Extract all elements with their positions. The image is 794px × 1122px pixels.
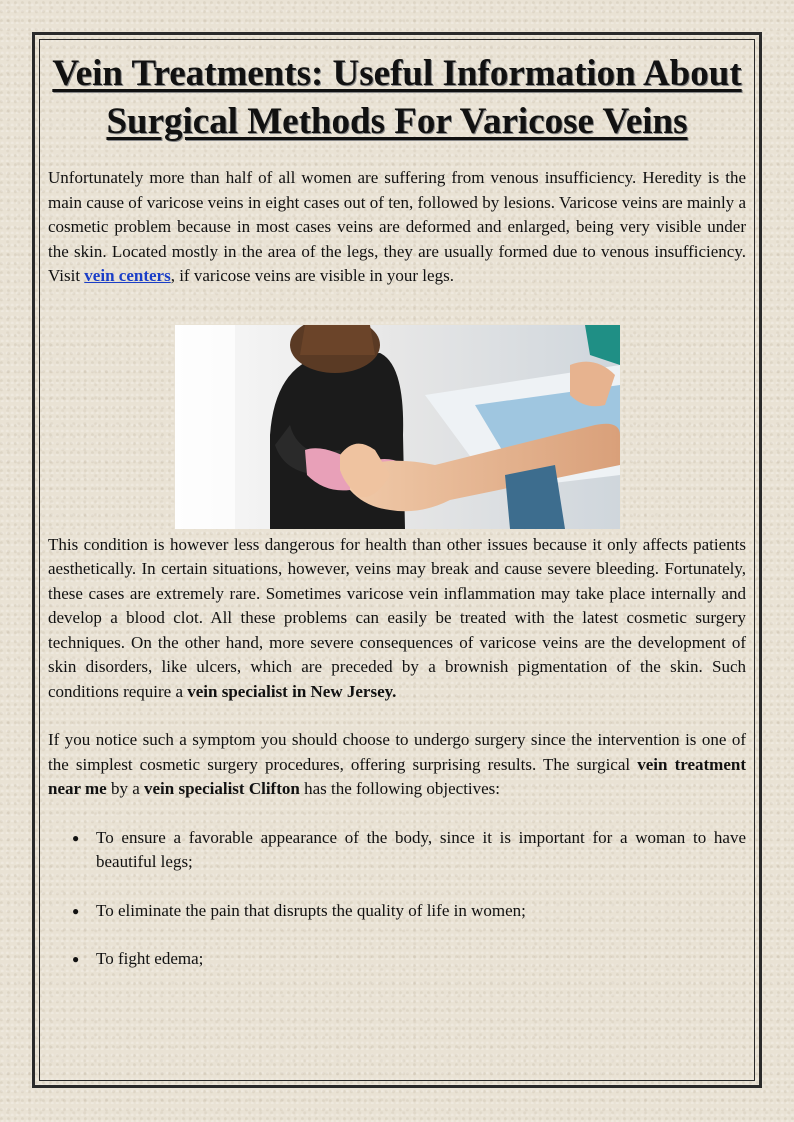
paragraph-intro xyxy=(48,166,746,289)
vein-centers-link[interactable]: vein centers xyxy=(84,266,171,285)
paragraph-surgery xyxy=(48,728,746,802)
vein-specialist-nj-bold: vein specialist in New Jersey. xyxy=(187,681,397,701)
paragraph-surgery-text-1: If you notice such a symptom you should choose to undergo surgery since the intervention is one of the simplest cosmetic surgery procedures, offering surprising results. The surgical xyxy=(48,730,746,774)
paragraph-surgery-text-3: has the following objectives: xyxy=(299,779,501,798)
paragraph-intro-text: Unfortunately more than half of all women are suffering from venous insufficiency. Heredity is the main cause of varicose veins in eight cases out of ten, followed by lesions. Varicose veins are mainly a cosmetic problem because in most cases veins are deformed and enlarged, being very visible under the skin. Located mostly in the area of the legs, they are usually formed due to venous insufficiency. Visit xyxy=(48,168,746,285)
list-item: ● To fight edema; xyxy=(48,947,746,972)
paragraph-condition-text: This condition is however less dangerous for health than other issues because it only affects patients aesthetically. In certain situations, however, veins may break and cause severe bleeding. Fortunately, these cases are extremely rare. Sometimes varicose vein inflammation may take place internally and develop a blood clot. All these problems can easily be treated with the latest cosmetic surgery techniques. On the other hand, more severe consequences of varicose veins are the development of skin disorders, like ulcers, which are preceded by a brownish pigmentation of the skin. Such conditions require a xyxy=(48,534,746,701)
page-title: Vein Treatments: Useful Information About Surgical Methods For Varicose Veins xyxy=(52,53,742,142)
paragraph-surgery-text-2: by a xyxy=(106,779,144,798)
list-item: ● To eliminate the pain that disrupts the quality of life in women; xyxy=(48,899,746,924)
list-item: ● To ensure a favorable appearance of the body, since it is important for a woman to have beautiful legs; xyxy=(48,826,746,875)
treatment-photo xyxy=(175,325,620,529)
document-content xyxy=(48,50,746,996)
paragraph-condition xyxy=(48,533,746,705)
objectives-list xyxy=(48,826,746,972)
vein-treatment-near-me-bold: vein treatment near me xyxy=(48,754,747,798)
vein-specialist-clifton-bold: vein specialist Clifton xyxy=(144,779,300,798)
treatment-photo-illustration xyxy=(175,325,620,529)
paragraph-intro-text-end: , if varicose veins are visible in your legs. xyxy=(170,266,454,285)
